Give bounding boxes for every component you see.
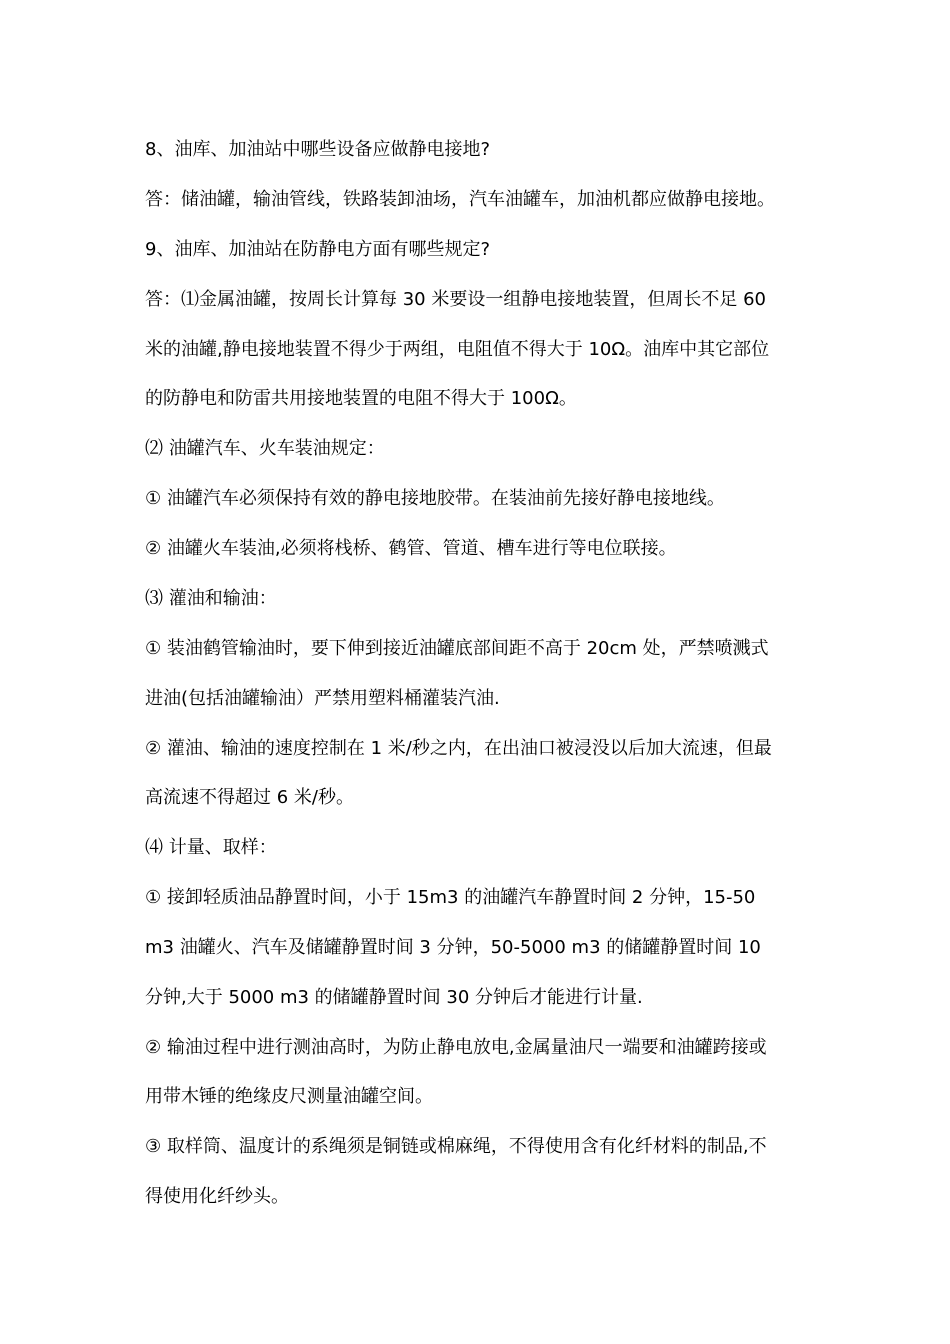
section-4-item-1-line-2: m3 油罐火、汽车及储罐静置时间 3 分钟，50-5000 m3 的储罐静置时间 10: [145, 937, 761, 958]
section-4-item-2-line-2: 用带木锤的绝缘皮尺测量油罐空间。: [145, 1086, 433, 1107]
section-3-item-2-line-1: ② 灌油、输油的速度控制在 1 米/秒之内，在出油口被浸没以后加大流速，但最: [145, 738, 772, 759]
section-2-item-1: ① 油罐汽车必须保持有效的静电接地胶带。在装油前先接好静电接地线。: [145, 488, 725, 509]
section-4-item-2-line-1: ② 输油过程中进行测油高时，为防止静电放电,金属量油尺一端要和油罐跨接或: [145, 1037, 767, 1058]
section-2-item-2: ② 油罐火车装油,必须将栈桥、鹤管、管道、槽车进行等电位联接。: [145, 538, 677, 559]
answer-9-line-1: 答：⑴金属油罐，按周长计算每 30 米要设一组静电接地装置，但周长不足 60: [145, 289, 766, 310]
section-4-heading: ⑷ 计量、取样：: [145, 837, 277, 858]
section-4-item-3-line-1: ③ 取样筒、温度计的系绳须是铜链或棉麻绳，不得使用含有化纤材料的制品,不: [145, 1136, 767, 1157]
question-8: 8、油库、加油站中哪些设备应做静电接地?: [145, 139, 491, 160]
section-3-item-2-line-2: 高流速不得超过 6 米/秒。: [145, 787, 354, 808]
section-3-item-1-line-1: ① 装油鹤管输油时，要下伸到接近油罐底部间距不高于 20cm 处，严禁喷溅式: [145, 638, 769, 659]
section-4-item-1-line-3: 分钟,大于 5000 m3 的储罐静置时间 30 分钟后才能进行计量.: [145, 987, 643, 1008]
answer-9-line-2: 米的油罐,静电接地装置不得少于两组，电阻值不得大于 10Ω。油库中其它部位: [145, 339, 770, 360]
question-9: 9、油库、加油站在防静电方面有哪些规定?: [145, 239, 491, 260]
section-4-item-1-line-1: ① 接卸轻质油品静置时间，小于 15m3 的油罐汽车静置时间 2 分钟，15-50: [145, 887, 756, 908]
section-3-item-1-line-2: 进油(包括油罐输油）严禁用塑料桶灌装汽油.: [145, 688, 500, 709]
answer-8: 答：储油罐，输油管线，铁路装卸油场，汽车油罐车，加油机都应做静电接地。: [145, 189, 775, 210]
answer-9-line-3: 的防静电和防雷共用接地装置的电阻不得大于 100Ω。: [145, 388, 577, 409]
section-2-heading: ⑵ 油罐汽车、火车装油规定：: [145, 438, 385, 459]
section-4-item-3-line-2: 得使用化纤纱头。: [145, 1186, 289, 1207]
section-3-heading: ⑶ 灌油和输油：: [145, 588, 277, 609]
